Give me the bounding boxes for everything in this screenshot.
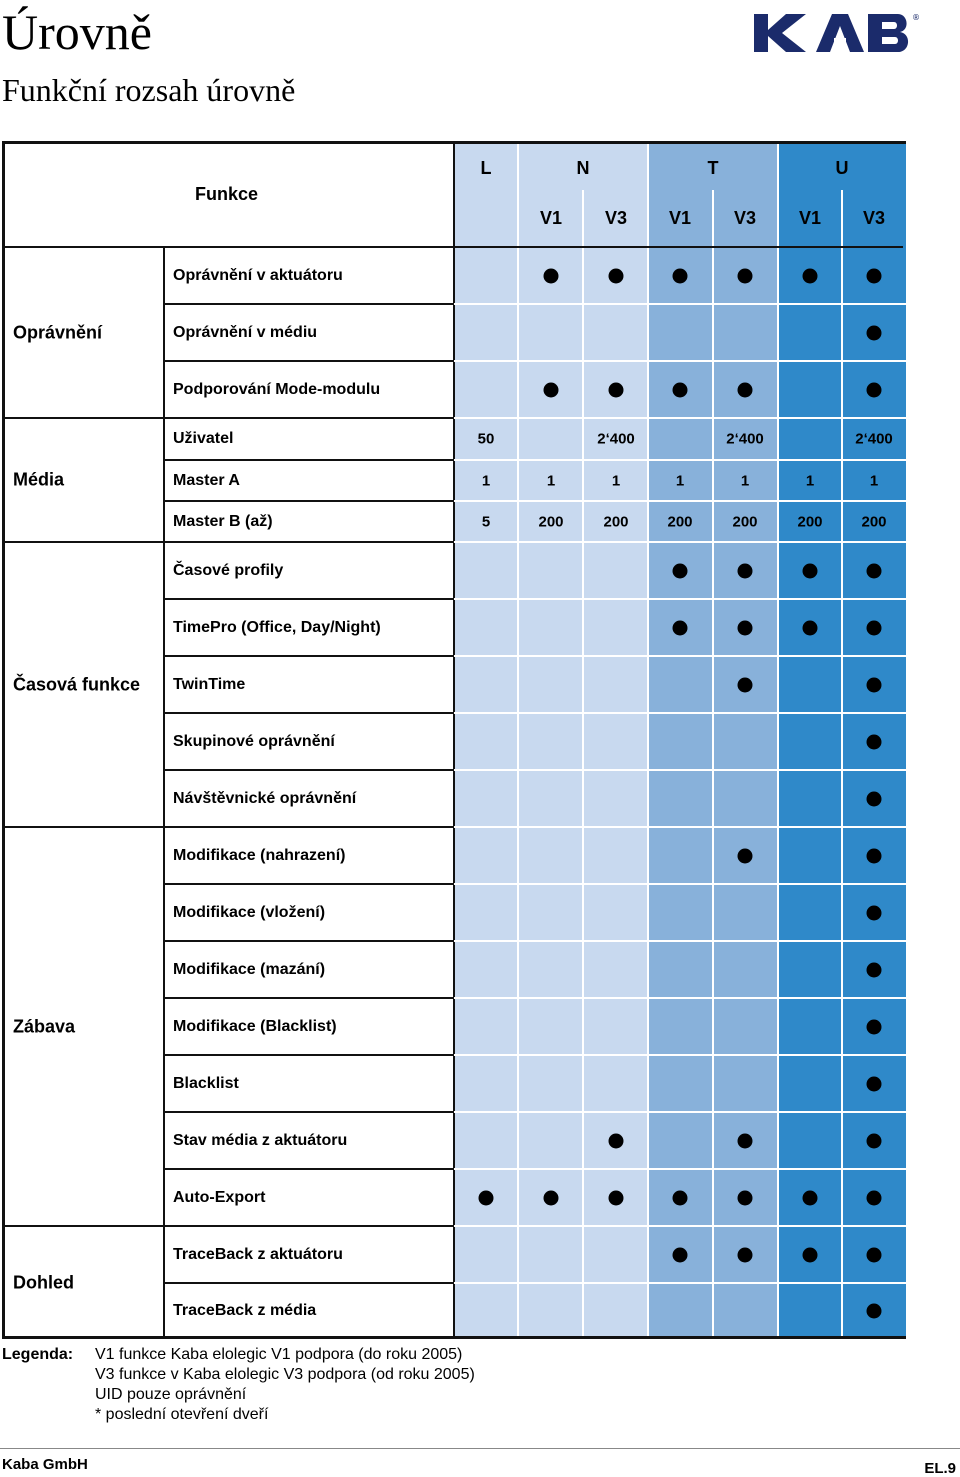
function-table — [2, 141, 906, 1339]
supported-dot-icon — [867, 1190, 882, 1205]
group-T: T — [707, 158, 719, 178]
row-divider — [454, 1168, 906, 1170]
supported-dot-icon — [867, 1133, 882, 1148]
function-label: Návštěvnické oprávnění — [173, 789, 357, 807]
version-N-V1: V1 — [539, 208, 563, 228]
row-divider — [454, 769, 906, 771]
row-divider — [163, 940, 454, 942]
supported-dot-icon — [803, 1190, 818, 1205]
supported-dot-icon — [867, 962, 882, 977]
supported-dot-icon — [738, 620, 753, 635]
group-U: U — [835, 158, 849, 178]
version-U-V1: V1 — [798, 208, 822, 228]
row-divider — [454, 459, 906, 461]
supported-dot-icon — [867, 1019, 882, 1034]
supported-dot-icon — [867, 382, 882, 397]
supported-dot-icon — [867, 268, 882, 283]
cell-value: 200 — [797, 513, 823, 530]
cell-value: 200 — [732, 513, 758, 530]
cell-value: 2‘400 — [855, 430, 893, 448]
legend-item: V1 funkce Kaba elolegic V1 podpora (do roku 2005) — [95, 1346, 463, 1363]
row-divider — [163, 655, 454, 657]
column-divider — [517, 144, 519, 1336]
supported-dot-icon — [673, 1247, 688, 1262]
row-divider — [163, 1054, 454, 1056]
supported-dot-icon — [544, 268, 559, 283]
cell-value: 1 — [675, 472, 685, 489]
kaba-logo-mark — [752, 8, 922, 56]
row-divider — [163, 459, 454, 461]
footer-page-number: EL.9 — [924, 1460, 956, 1477]
supported-dot-icon — [738, 382, 753, 397]
supported-dot-icon — [673, 1190, 688, 1205]
column-divider — [453, 144, 455, 1336]
kaba-logo — [752, 8, 922, 56]
cell-value: 1 — [869, 472, 879, 489]
category-label: Zábava — [13, 1016, 76, 1036]
supported-dot-icon — [803, 563, 818, 578]
row-divider — [5, 417, 454, 419]
supported-dot-icon — [867, 677, 882, 692]
function-label: Oprávnění v médiu — [173, 323, 318, 341]
supported-dot-icon — [609, 382, 624, 397]
row-divider — [163, 997, 454, 999]
page-title: Úrovně — [2, 4, 152, 60]
row-divider — [163, 883, 454, 885]
row-divider — [454, 1282, 906, 1284]
version-T-V3: V3 — [733, 208, 757, 228]
function-label: Modifikace (vložení) — [173, 903, 326, 921]
supported-dot-icon — [544, 1190, 559, 1205]
cell-value: 50 — [477, 430, 495, 448]
supported-dot-icon — [609, 268, 624, 283]
row-divider — [5, 1225, 454, 1227]
row-divider — [163, 500, 454, 502]
band-L — [454, 144, 518, 1336]
supported-dot-icon — [738, 848, 753, 863]
cell-value: 200 — [603, 513, 629, 530]
row-divider — [454, 417, 906, 419]
function-label: Oprávnění v aktuátoru — [173, 266, 343, 284]
supported-dot-icon — [609, 1133, 624, 1148]
page-subtitle: Funkční rozsah úrovně — [2, 72, 296, 108]
legend-item: * poslední otevření dveří — [95, 1406, 269, 1423]
supported-dot-icon — [673, 382, 688, 397]
row-divider — [163, 1111, 454, 1113]
function-label: TimePro (Office, Day/Night) — [173, 618, 381, 636]
category-label: Oprávnění — [13, 322, 103, 342]
row-divider — [454, 360, 906, 362]
supported-dot-icon — [609, 1190, 624, 1205]
row-divider — [454, 500, 906, 502]
header-divider — [5, 246, 903, 248]
function-label: Podporování Mode-modulu — [173, 380, 381, 398]
supported-dot-icon — [544, 382, 559, 397]
header-funkce: Funkce — [195, 184, 259, 204]
version-U-V3: V3 — [862, 208, 886, 228]
row-divider — [163, 712, 454, 714]
row-divider — [454, 303, 906, 305]
row-divider — [163, 360, 454, 362]
legend-item: V3 funkce v Kaba elolegic V3 podpora (od roku 2005) — [95, 1366, 475, 1383]
row-divider — [454, 655, 906, 657]
supported-dot-icon — [673, 620, 688, 635]
cell-value: 5 — [481, 513, 491, 530]
function-label: TraceBack z aktuátoru — [173, 1245, 343, 1263]
version-T-V1: V1 — [668, 208, 692, 228]
cell-value: 200 — [861, 513, 887, 530]
group-N: N — [576, 158, 590, 178]
supported-dot-icon — [738, 1190, 753, 1205]
function-label: Auto-Export — [173, 1188, 266, 1206]
supported-dot-icon — [673, 268, 688, 283]
row-divider — [454, 1111, 906, 1113]
cell-value: 1 — [740, 472, 750, 489]
row-divider — [163, 303, 454, 305]
row-divider — [454, 940, 906, 942]
function-label: Master B (až) — [173, 512, 273, 530]
supported-dot-icon — [867, 1304, 882, 1319]
supported-dot-icon — [738, 268, 753, 283]
cell-value: 200 — [538, 513, 564, 530]
column-divider — [647, 144, 649, 1336]
row-divider — [163, 598, 454, 600]
row-divider — [163, 1282, 454, 1284]
supported-dot-icon — [803, 268, 818, 283]
row-divider — [454, 1054, 906, 1056]
supported-dot-icon — [867, 325, 882, 340]
row-divider — [5, 541, 454, 543]
function-label: Stav média z aktuátoru — [173, 1131, 348, 1149]
function-label: TwinTime — [173, 675, 246, 693]
function-label: Modifikace (mazání) — [173, 960, 326, 978]
version-N-V3: V3 — [604, 208, 628, 228]
group-L: L — [480, 158, 492, 178]
function-label: TraceBack z média — [173, 1302, 317, 1319]
function-label: Blacklist — [173, 1074, 239, 1092]
legend-label: Legenda: — [2, 1346, 74, 1363]
cell-value: 2‘400 — [726, 430, 764, 448]
function-column-divider — [163, 247, 165, 1336]
cell-value: 1 — [805, 472, 815, 489]
column-divider — [777, 144, 779, 1336]
row-divider — [454, 712, 906, 714]
svg-text:®: ® — [912, 13, 920, 22]
supported-dot-icon — [867, 791, 882, 806]
row-divider — [454, 598, 906, 600]
row-divider — [454, 883, 906, 885]
row-divider — [163, 769, 454, 771]
cell-value: 1 — [481, 472, 491, 489]
supported-dot-icon — [803, 620, 818, 635]
supported-dot-icon — [867, 1076, 882, 1091]
cell-value: 200 — [667, 513, 693, 530]
legend-list — [95, 1345, 475, 1425]
function-label: Skupinové oprávnění — [173, 732, 335, 750]
supported-dot-icon — [673, 563, 688, 578]
category-label: Dohled — [13, 1272, 74, 1292]
supported-dot-icon — [803, 1247, 818, 1262]
function-label: Časové profily — [173, 561, 284, 579]
supported-dot-icon — [867, 848, 882, 863]
supported-dot-icon — [738, 1133, 753, 1148]
supported-dot-icon — [738, 563, 753, 578]
row-divider — [454, 826, 906, 828]
cell-value: 2‘400 — [597, 430, 635, 448]
row-divider — [163, 1168, 454, 1170]
supported-dot-icon — [867, 734, 882, 749]
row-divider — [5, 826, 454, 828]
row-divider — [454, 1225, 906, 1227]
category-label: Média — [13, 469, 65, 490]
supported-dot-icon — [867, 563, 882, 578]
row-divider — [454, 997, 906, 999]
legend-item: UID pouze oprávnění — [95, 1386, 247, 1403]
supported-dot-icon — [479, 1190, 494, 1205]
row-divider — [454, 541, 906, 543]
function-label: Master A — [173, 471, 240, 489]
supported-dot-icon — [738, 677, 753, 692]
cell-value: 1 — [611, 472, 621, 489]
cell-value: 1 — [546, 472, 556, 489]
supported-dot-icon — [867, 1247, 882, 1262]
supported-dot-icon — [867, 905, 882, 920]
supported-dot-icon — [867, 620, 882, 635]
supported-dot-icon — [738, 1247, 753, 1262]
category-label: Časová funkce — [13, 674, 141, 694]
footer-company: Kaba GmbH — [2, 1456, 88, 1473]
function-label: Uživatel — [173, 430, 234, 447]
function-label: Modifikace (nahrazení) — [173, 846, 346, 864]
footer-divider — [0, 1448, 960, 1449]
function-label: Modifikace (Blacklist) — [173, 1017, 337, 1035]
